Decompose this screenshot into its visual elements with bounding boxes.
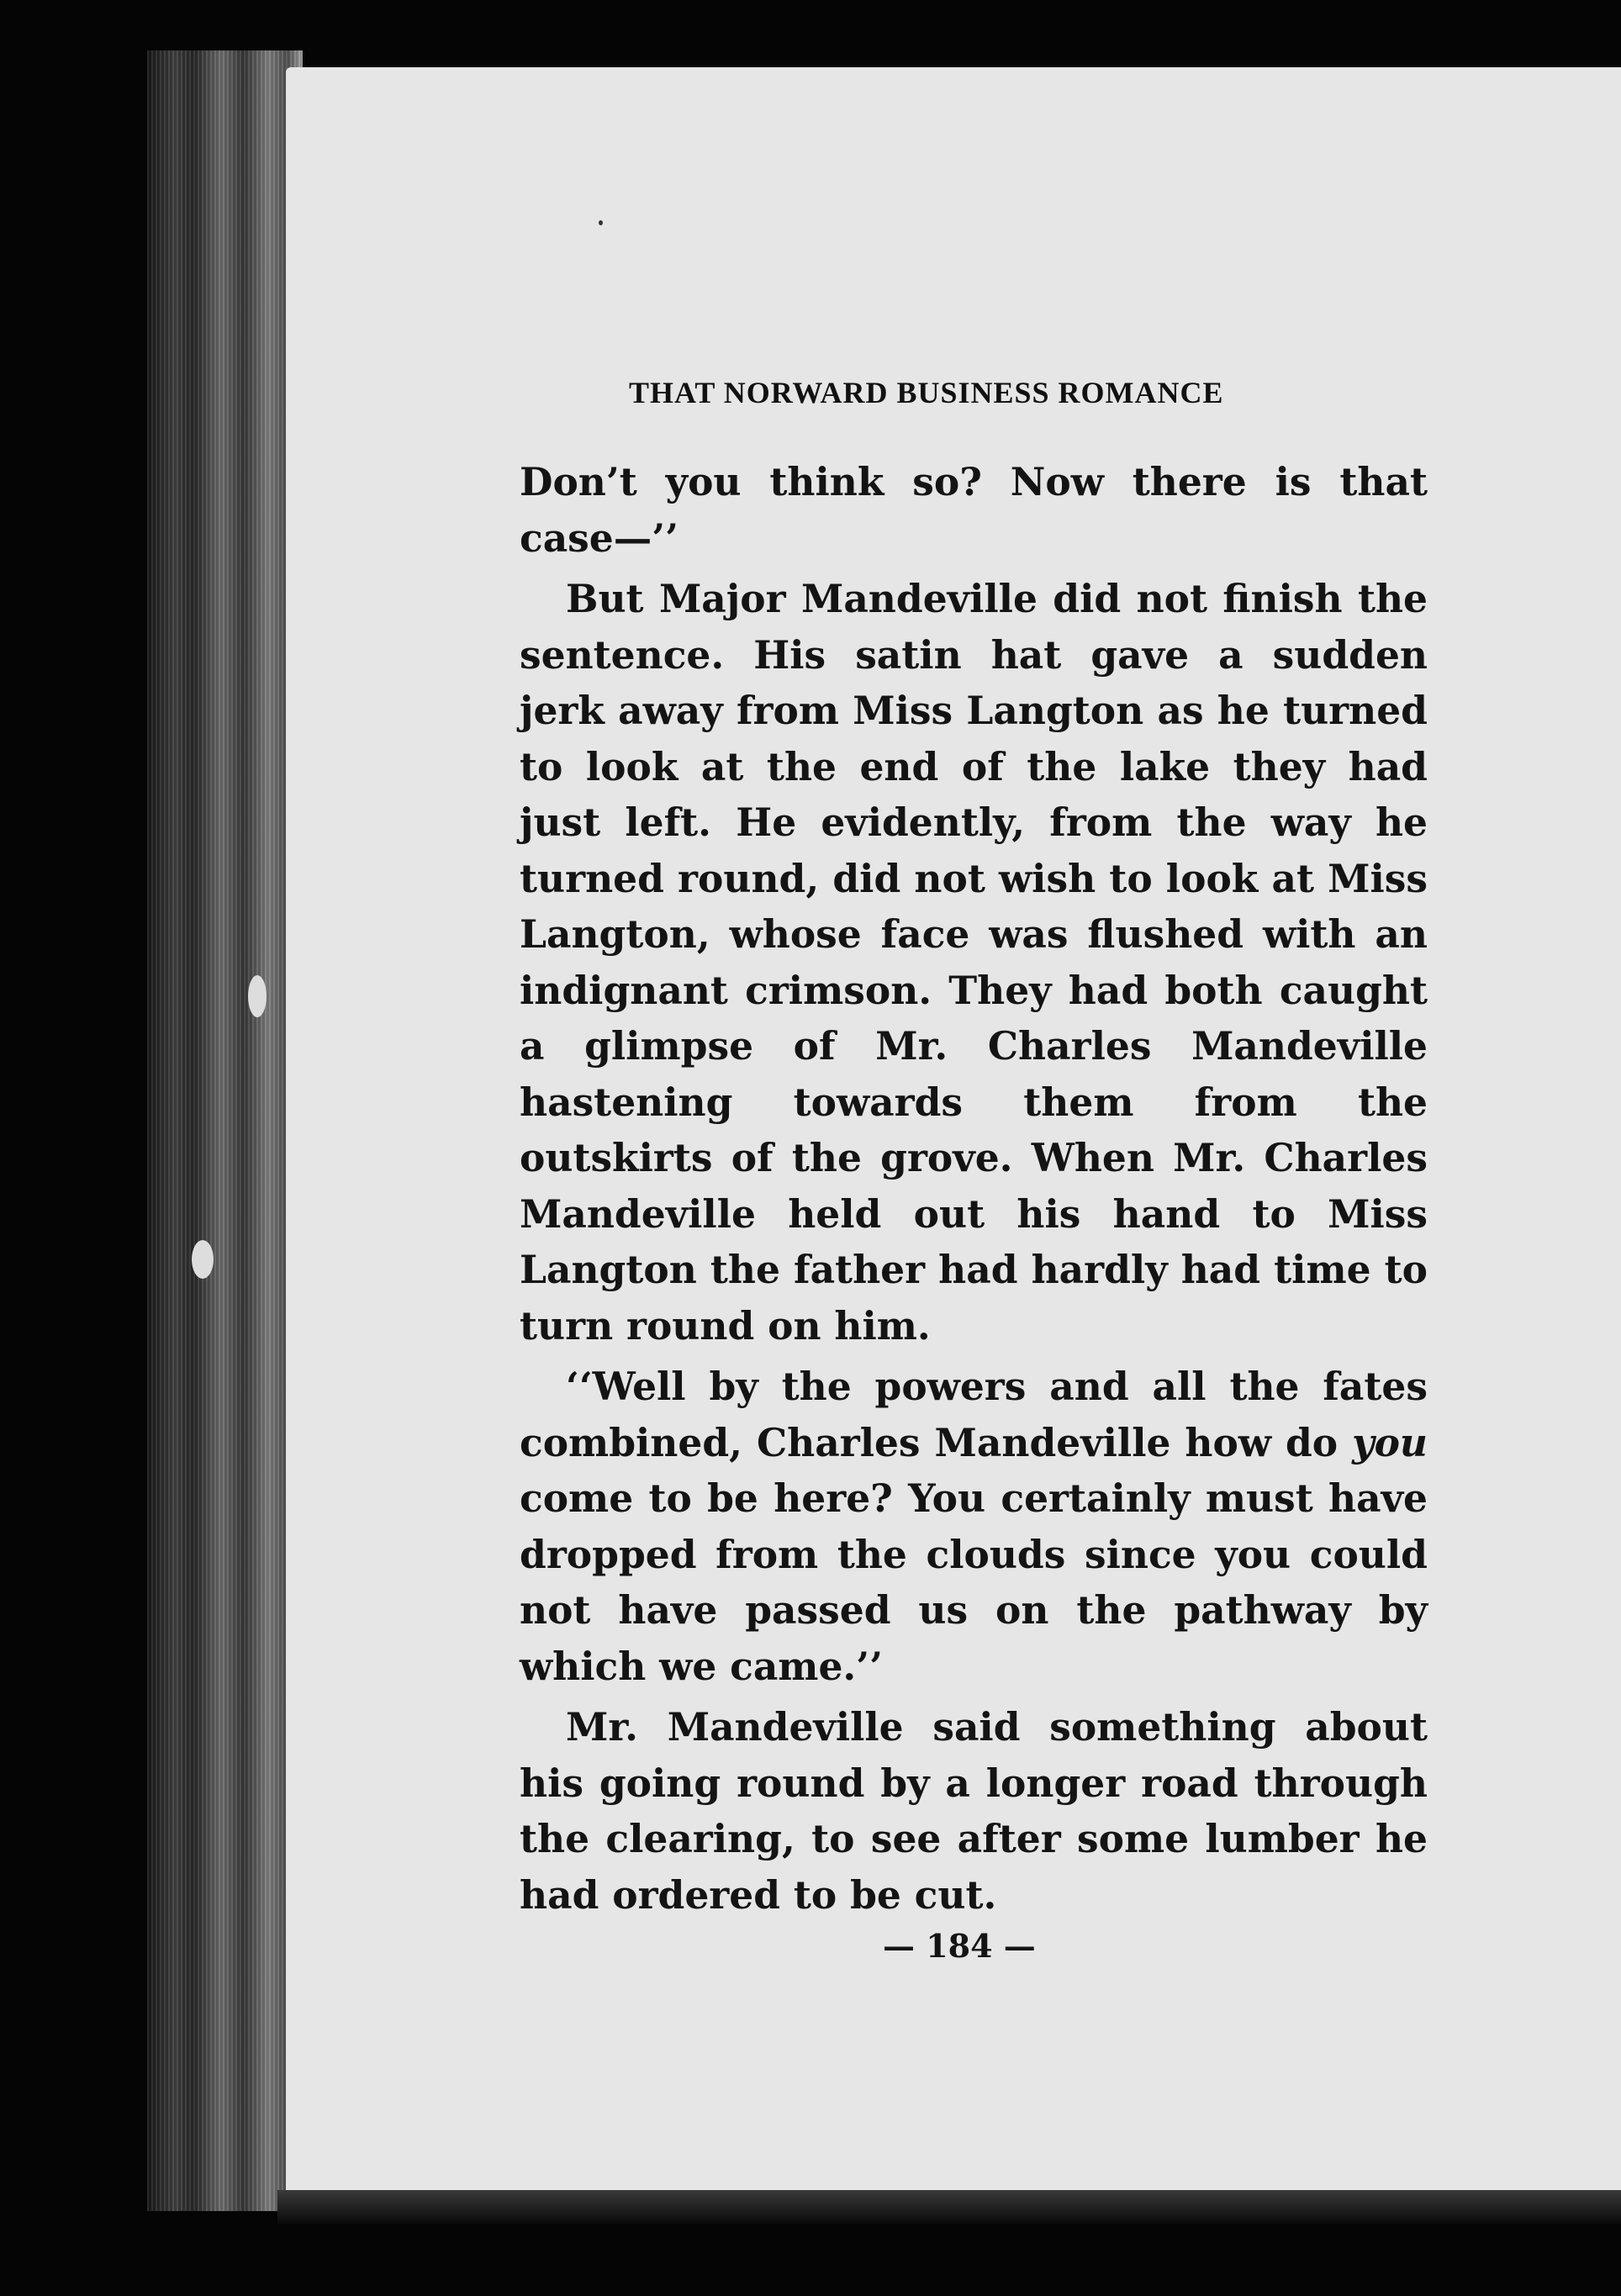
body-text [520,454,1428,1928]
page-bottom-shadow [277,2190,1621,2224]
emphasized-word: you [1352,1419,1428,1465]
paper-tear-mark [192,1240,214,1279]
paragraph: Don’t you think so? Now there is that case—’’ [520,459,1428,561]
paragraph-text: ‘‘Well by the powers and all the fates combined, Charles Mandeville how do [520,1364,1428,1465]
paragraph [520,1359,1428,1694]
book-spine-edge [147,50,303,2211]
paragraph: But Major Mandeville did not finish the sentence. His satin hat gave a sudden jerk away from Miss Langton as he turned to look at the end of the lake they had just left. He evidently, from the way he turned round, did not wish to look at Miss Langton, whose face was flushed with an indignant crimson. They had both caught a glimpse of Mr. Charles Mandeville hastening towards them from the outskirts of the grove. When Mr. Charles Mandeville held out his hand to Miss Langton the father had hardly had time to turn round on him. [520,576,1428,1349]
running-head: THAT NORWARD BUSINESS ROMANCE [629,376,1224,409]
page-number: — 184 — [883,1927,1036,1965]
paragraph-text: come to be here? You certainly must have dropped from the clouds since you could not have passed us on the pathway by which we came.’’ [520,1475,1428,1689]
dust-speck [599,220,603,225]
paper-tear-mark [248,975,267,1017]
paragraph: Mr. Mandeville said something about his going round by a longer road through the clearing, to see after some lumber he had ordered to be cut. [520,1704,1428,1918]
